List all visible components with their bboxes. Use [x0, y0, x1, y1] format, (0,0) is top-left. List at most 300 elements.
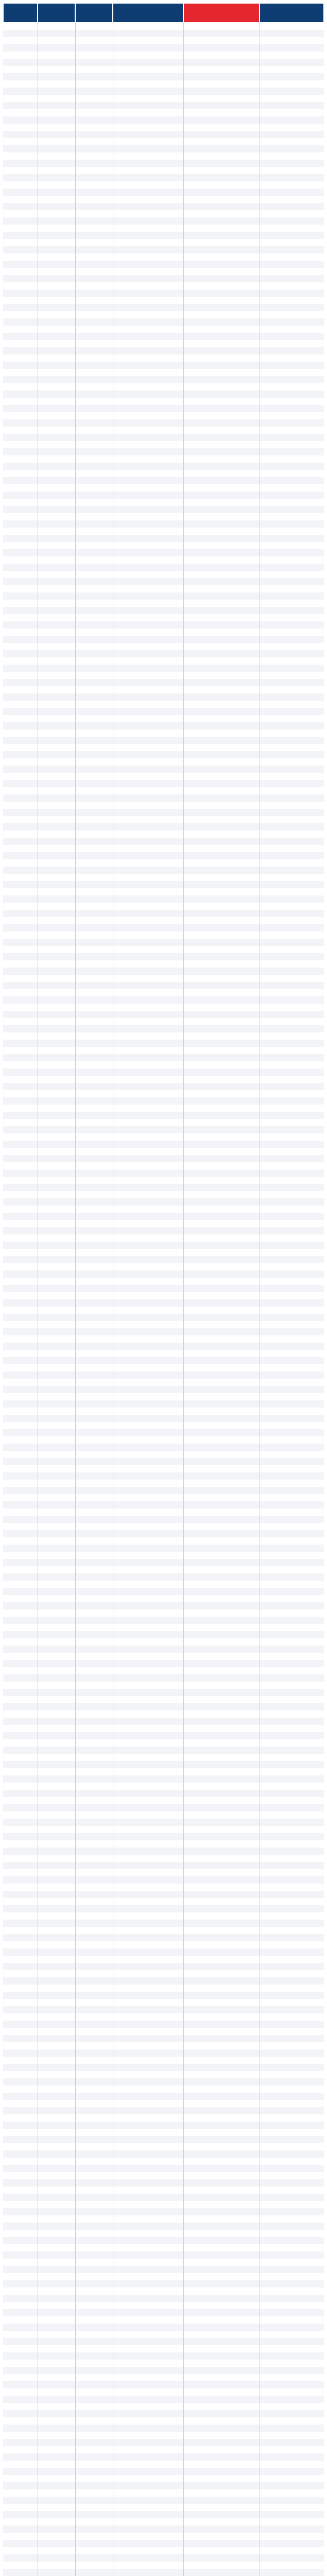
- table-row: [3, 1184, 324, 1191]
- table-row: [3, 2338, 324, 2345]
- table-row: [3, 2280, 324, 2287]
- table-row: [3, 2093, 324, 2100]
- table-row: [3, 578, 324, 585]
- table-row: [3, 2475, 324, 2482]
- table-row: [3, 802, 324, 809]
- table-row: [3, 542, 324, 549]
- table-row: [3, 1371, 324, 1379]
- table-row: [3, 701, 324, 708]
- table-row: [3, 1141, 324, 1148]
- table-row: [3, 1754, 324, 1761]
- table-row: [3, 1573, 324, 1581]
- table-row: [3, 2410, 324, 2417]
- table-row: [3, 1465, 324, 1472]
- table-row: [3, 1335, 324, 1343]
- table-row: [3, 1682, 324, 1689]
- table-row: [3, 903, 324, 910]
- table-row: [3, 2439, 324, 2446]
- table-row: [3, 1162, 324, 1170]
- table-row: [3, 982, 324, 989]
- table-row: [3, 1472, 324, 1480]
- table-row: [3, 152, 324, 160]
- table-row: [3, 1718, 324, 1725]
- table-row: [3, 362, 324, 369]
- table-row: [3, 2417, 324, 2425]
- table-row: [3, 1999, 324, 2006]
- table-row: [3, 66, 324, 73]
- table-row: [3, 340, 324, 347]
- table-row: [3, 1775, 324, 1783]
- table-row: [3, 470, 324, 477]
- table-row: [3, 895, 324, 903]
- table-row: [3, 1292, 324, 1299]
- table-row: [3, 1206, 324, 1213]
- table-row: [3, 484, 324, 492]
- table-row: [3, 369, 324, 376]
- table-row: [3, 592, 324, 600]
- table-row: [3, 823, 324, 831]
- table-row: [3, 2057, 324, 2064]
- table-row: [3, 1884, 324, 1891]
- table-row: [3, 535, 324, 542]
- table-row: [3, 2569, 324, 2576]
- table-row: [3, 95, 324, 102]
- table-row: [3, 1328, 324, 1335]
- table-row: [3, 2309, 324, 2316]
- table-row: [3, 2086, 324, 2093]
- table-row: [3, 37, 324, 44]
- table-row: [3, 960, 324, 968]
- table-row: [3, 1588, 324, 1595]
- table-row: [3, 2165, 324, 2172]
- table-row: [3, 1025, 324, 1032]
- table-row: [3, 513, 324, 520]
- table-row: [3, 2194, 324, 2201]
- table-row: [3, 2244, 324, 2251]
- table-row: [3, 1848, 324, 1855]
- table-row: [3, 1032, 324, 1040]
- header-col-3: [75, 3, 113, 23]
- table-row: [3, 2504, 324, 2511]
- table-row: [3, 1198, 324, 1206]
- table-row: [3, 44, 324, 52]
- table-row: [3, 1523, 324, 1530]
- table-row: [3, 730, 324, 737]
- table-row: [3, 1891, 324, 1898]
- table-row: [3, 2013, 324, 2021]
- table-row: [3, 758, 324, 766]
- table-row: [3, 665, 324, 672]
- table-row: [3, 1018, 324, 1025]
- table-row: [3, 1566, 324, 1573]
- table-row: [3, 181, 324, 189]
- table-row: [3, 160, 324, 167]
- table-row: [3, 1321, 324, 1328]
- table-row: [3, 1790, 324, 1797]
- table-row: [3, 253, 324, 261]
- table-row: [3, 1862, 324, 1869]
- table-row: [3, 1364, 324, 1371]
- table-row: [3, 1040, 324, 1047]
- table-row: [3, 2049, 324, 2057]
- header-col-5: [183, 3, 260, 23]
- table-row: [3, 2150, 324, 2158]
- table-row: [3, 564, 324, 571]
- table-row: [3, 1581, 324, 1588]
- table-row: [3, 672, 324, 679]
- table-row: [3, 1783, 324, 1790]
- table-row: [3, 1256, 324, 1263]
- table-row: [3, 88, 324, 95]
- table-row: [3, 391, 324, 398]
- table-row: [3, 477, 324, 484]
- table-row: [3, 1725, 324, 1732]
- table-row: [3, 347, 324, 354]
- table-row: [3, 2497, 324, 2504]
- table-row: [3, 2179, 324, 2187]
- table-row: [3, 816, 324, 823]
- table-row: [3, 1307, 324, 1314]
- table-row: [3, 2489, 324, 2497]
- table-row: [3, 419, 324, 427]
- table-row: [3, 239, 324, 246]
- table-row: [3, 1819, 324, 1826]
- table-row: [3, 2432, 324, 2439]
- table-row: [3, 1667, 324, 1674]
- table-row: [3, 1097, 324, 1105]
- table-row: [3, 1739, 324, 1747]
- table-row: [3, 217, 324, 225]
- table-row: [3, 441, 324, 448]
- table-row: [3, 2345, 324, 2352]
- table-row: [3, 2042, 324, 2049]
- table-row: [3, 2287, 324, 2295]
- table-row: [3, 989, 324, 996]
- table-row: [3, 1343, 324, 1350]
- table-row: [3, 2482, 324, 2489]
- table-row: [3, 109, 324, 116]
- table-row: [3, 1069, 324, 1076]
- table-row: [3, 2251, 324, 2259]
- table-row: [3, 2526, 324, 2533]
- table-row: [3, 116, 324, 124]
- table-row: [3, 2562, 324, 2569]
- table-row: [3, 1263, 324, 1270]
- table-row: [3, 1509, 324, 1516]
- table-row: [3, 1840, 324, 1848]
- table-row: [3, 1285, 324, 1292]
- table-row: [3, 643, 324, 650]
- table-row: [3, 766, 324, 773]
- table-row: [3, 463, 324, 470]
- table-row: [3, 2172, 324, 2179]
- table-row: [3, 499, 324, 506]
- table-row: [3, 1112, 324, 1119]
- table-row: [3, 1638, 324, 1646]
- table-row: [3, 1617, 324, 1624]
- table-row: [3, 2381, 324, 2388]
- table-row: [3, 203, 324, 210]
- table-row: [3, 167, 324, 174]
- table-row: [3, 1126, 324, 1133]
- table-row: [3, 722, 324, 730]
- table-row: [3, 30, 324, 37]
- table-row: [3, 1797, 324, 1804]
- table-row: [3, 1220, 324, 1227]
- table-row: [3, 1487, 324, 1494]
- table-row: [3, 1314, 324, 1321]
- table-row: [3, 1270, 324, 1278]
- table-row: [3, 1804, 324, 1811]
- table-row: [3, 354, 324, 362]
- table-row: [3, 1061, 324, 1069]
- table-row: [3, 232, 324, 239]
- table-row: [3, 975, 324, 982]
- table-row: [3, 1963, 324, 1970]
- table-row: [3, 2540, 324, 2547]
- table-row: [3, 225, 324, 232]
- table-row: [3, 138, 324, 145]
- table-row: [3, 2230, 324, 2237]
- table-row: [3, 80, 324, 88]
- table-row: [3, 1992, 324, 1999]
- table-row: [3, 2360, 324, 2367]
- table-row: [3, 1646, 324, 1653]
- table-row: [3, 131, 324, 138]
- table-row: [3, 1386, 324, 1393]
- table-row: [3, 996, 324, 1004]
- table-row: [3, 1011, 324, 1018]
- table-row: [3, 621, 324, 629]
- table-row: [3, 888, 324, 895]
- table-row: [3, 809, 324, 816]
- table-row: [3, 196, 324, 203]
- header-col-6: [260, 3, 324, 23]
- table-row: [3, 1905, 324, 1912]
- table-row: [3, 1379, 324, 1386]
- table-row: [3, 2035, 324, 2042]
- table-row: [3, 607, 324, 614]
- table-row: [3, 1703, 324, 1710]
- table-row: [3, 2273, 324, 2280]
- table-row: [3, 1970, 324, 1977]
- table-row: [3, 376, 324, 383]
- table-row: [3, 383, 324, 391]
- content: [3, 3, 324, 2576]
- table-row: [3, 189, 324, 196]
- table-row: [3, 1869, 324, 1876]
- table-row: [3, 585, 324, 592]
- table-row: [3, 1458, 324, 1465]
- table-row: [3, 614, 324, 621]
- table-row: [3, 1155, 324, 1162]
- table-row: [3, 268, 324, 275]
- table-row: [3, 2302, 324, 2309]
- table-row: [3, 520, 324, 528]
- table-row: [3, 1148, 324, 1155]
- header-col-2: [38, 3, 75, 23]
- table-row: [3, 412, 324, 419]
- table-row: [3, 2259, 324, 2266]
- header-col-4: [113, 3, 183, 23]
- table-body: [3, 23, 324, 2576]
- table-row: [3, 636, 324, 643]
- table-row: [3, 953, 324, 960]
- table-row: [3, 1054, 324, 1061]
- table-row: [3, 1660, 324, 1667]
- table-row: [3, 1826, 324, 1833]
- table-row: [3, 1761, 324, 1768]
- table-row: [3, 1934, 324, 1941]
- table-row: [3, 845, 324, 852]
- table-row: [3, 693, 324, 701]
- table-row: [3, 2006, 324, 2013]
- table-row: [3, 2129, 324, 2136]
- table-row: [3, 1249, 324, 1256]
- table-row: [3, 1501, 324, 1509]
- table-row: [3, 174, 324, 181]
- table-row: [3, 917, 324, 924]
- table-row: [3, 1732, 324, 1739]
- table-row: [3, 1350, 324, 1357]
- table-row: [3, 1357, 324, 1364]
- table-row: [3, 2122, 324, 2129]
- table-row: [3, 398, 324, 405]
- table-row: [3, 1855, 324, 1862]
- table-row: [3, 1811, 324, 1819]
- table-row: [3, 52, 324, 59]
- table-row: [3, 427, 324, 434]
- table-row: [3, 1876, 324, 1884]
- table-row: [3, 657, 324, 665]
- table-row: [3, 2136, 324, 2143]
- table-row: [3, 867, 324, 874]
- table-row: [3, 2554, 324, 2562]
- table-row: [3, 145, 324, 152]
- table-row: [3, 1299, 324, 1307]
- table-row: [3, 73, 324, 80]
- table-row: [3, 1674, 324, 1682]
- column-divider: [75, 23, 76, 2576]
- table-row: [3, 1927, 324, 1934]
- table-row: [3, 1234, 324, 1242]
- table-row: [3, 1559, 324, 1566]
- table-row: [3, 1602, 324, 1609]
- table-row: [3, 304, 324, 311]
- table-row: [3, 1920, 324, 1927]
- table-row: [3, 261, 324, 268]
- table-row: [3, 1941, 324, 1948]
- column-divider: [183, 23, 184, 2576]
- table-row: [3, 1898, 324, 1905]
- table-row: [3, 2078, 324, 2086]
- table-row: [3, 773, 324, 780]
- table-row: [3, 2461, 324, 2468]
- table-row: [3, 1090, 324, 1097]
- table-row: [3, 23, 324, 30]
- table-row: [3, 939, 324, 946]
- table-row: [3, 2114, 324, 2122]
- table-row: [3, 405, 324, 412]
- table-row: [3, 1747, 324, 1754]
- table-row: [3, 1710, 324, 1718]
- table-row: [3, 881, 324, 888]
- table-row: [3, 686, 324, 693]
- table-row: [3, 968, 324, 975]
- table-row: [3, 282, 324, 290]
- table-row: [3, 1083, 324, 1090]
- table-row: [3, 2425, 324, 2432]
- table-row: [3, 2403, 324, 2410]
- table-row: [3, 1119, 324, 1126]
- table-header: [3, 3, 324, 23]
- table-row: [3, 946, 324, 953]
- table-row: [3, 492, 324, 499]
- table-row: [3, 290, 324, 297]
- table-row: [3, 1213, 324, 1220]
- table-row: [3, 2143, 324, 2150]
- table-row: [3, 2107, 324, 2114]
- table-row: [3, 102, 324, 109]
- table-row: [3, 2468, 324, 2475]
- table-row: [3, 506, 324, 513]
- table-row: [3, 1624, 324, 1631]
- table-row: [3, 1444, 324, 1451]
- table-row: [3, 1985, 324, 1992]
- table-row: [3, 1227, 324, 1234]
- table-row: [3, 1977, 324, 1985]
- table-row: [3, 794, 324, 802]
- table-row: [3, 1912, 324, 1920]
- table-row: [3, 2396, 324, 2403]
- table-row: [3, 2324, 324, 2331]
- table-row: [3, 1400, 324, 1408]
- table-row: [3, 1436, 324, 1444]
- table-row: [3, 1415, 324, 1422]
- table-row: [3, 859, 324, 867]
- table-row: [3, 333, 324, 340]
- table-row: [3, 1609, 324, 1617]
- table-row: [3, 549, 324, 556]
- table-row: [3, 1076, 324, 1083]
- table-row: [3, 924, 324, 931]
- table-row: [3, 2388, 324, 2396]
- table-row: [3, 2237, 324, 2244]
- table-row: [3, 528, 324, 535]
- table-row: [3, 1768, 324, 1775]
- table-row: [3, 2374, 324, 2381]
- table-row: [3, 1480, 324, 1487]
- table-row: [3, 1105, 324, 1112]
- header-col-1: [3, 3, 38, 23]
- table-row: [3, 650, 324, 657]
- table-row: [3, 780, 324, 787]
- table-row: [3, 744, 324, 751]
- table-row: [3, 1242, 324, 1249]
- table-row: [3, 1530, 324, 1537]
- table-row: [3, 434, 324, 441]
- table-row: [3, 2295, 324, 2302]
- table-row: [3, 2223, 324, 2230]
- table-row: [3, 737, 324, 744]
- table-row: [3, 679, 324, 686]
- table-row: [3, 2547, 324, 2554]
- table-row: [3, 874, 324, 881]
- table-row: [3, 571, 324, 578]
- table-row: [3, 2316, 324, 2324]
- table-row: [3, 1696, 324, 1703]
- table-row: [3, 2064, 324, 2071]
